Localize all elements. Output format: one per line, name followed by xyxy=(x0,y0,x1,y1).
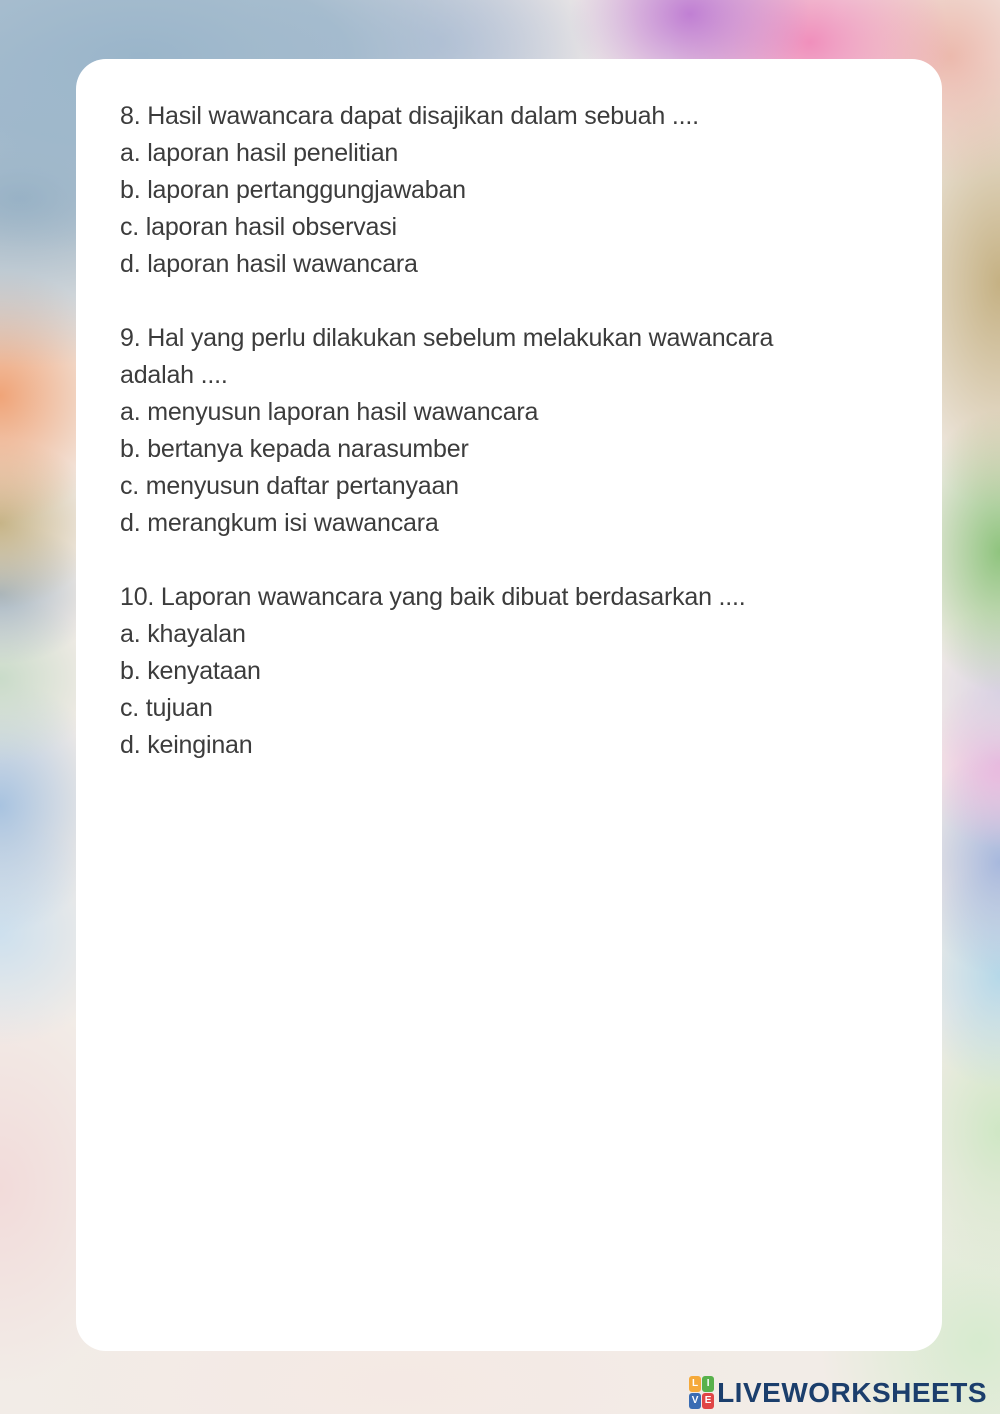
question-9 xyxy=(120,320,898,542)
question-9-option-a[interactable]: a. menyusun laporan hasil wawancara xyxy=(120,398,539,426)
question-10-text: 10. Laporan wawancara yang baik dibuat berdasarkan .... xyxy=(120,583,746,611)
question-8-option-b[interactable]: b. laporan pertanggungjawaban xyxy=(120,176,466,204)
liveworksheets-footer-link[interactable] xyxy=(689,1376,987,1409)
question-10-option-a[interactable]: a. khayalan xyxy=(120,620,246,648)
question-8-text: 8. Hasil wawancara dapat disajikan dalam sebuah .... xyxy=(120,102,699,130)
question-9-text-line-2: adalah .... xyxy=(120,361,228,389)
logo-tile-i: I xyxy=(702,1376,714,1392)
question-8-option-c[interactable]: c. laporan hasil observasi xyxy=(120,213,397,241)
question-9-option-c[interactable]: c. menyusun daftar pertanyaan xyxy=(120,472,459,500)
liveworksheets-brand-text: LIVEWORKSHEETS xyxy=(717,1377,987,1408)
liveworksheets-logo-icon xyxy=(689,1376,714,1409)
question-8-option-a[interactable]: a. laporan hasil penelitian xyxy=(120,139,399,167)
logo-tile-e: E xyxy=(702,1393,714,1409)
question-8 xyxy=(120,98,898,283)
question-9-option-b[interactable]: b. bertanya kepada narasumber xyxy=(120,435,469,463)
logo-tile-v: V xyxy=(689,1393,701,1409)
question-9-text-line-1: 9. Hal yang perlu dilakukan sebelum melakukan wawancara xyxy=(120,324,774,352)
question-10-option-d[interactable]: d. keinginan xyxy=(120,731,253,759)
worksheet-card xyxy=(76,59,942,1351)
question-10-option-b[interactable]: b. kenyataan xyxy=(120,657,261,685)
logo-tile-l: L xyxy=(689,1376,701,1392)
question-10 xyxy=(120,579,898,764)
question-8-option-d[interactable]: d. laporan hasil wawancara xyxy=(120,250,418,278)
question-9-option-d[interactable]: d. merangkum isi wawancara xyxy=(120,509,439,537)
question-10-option-c[interactable]: c. tujuan xyxy=(120,694,213,722)
